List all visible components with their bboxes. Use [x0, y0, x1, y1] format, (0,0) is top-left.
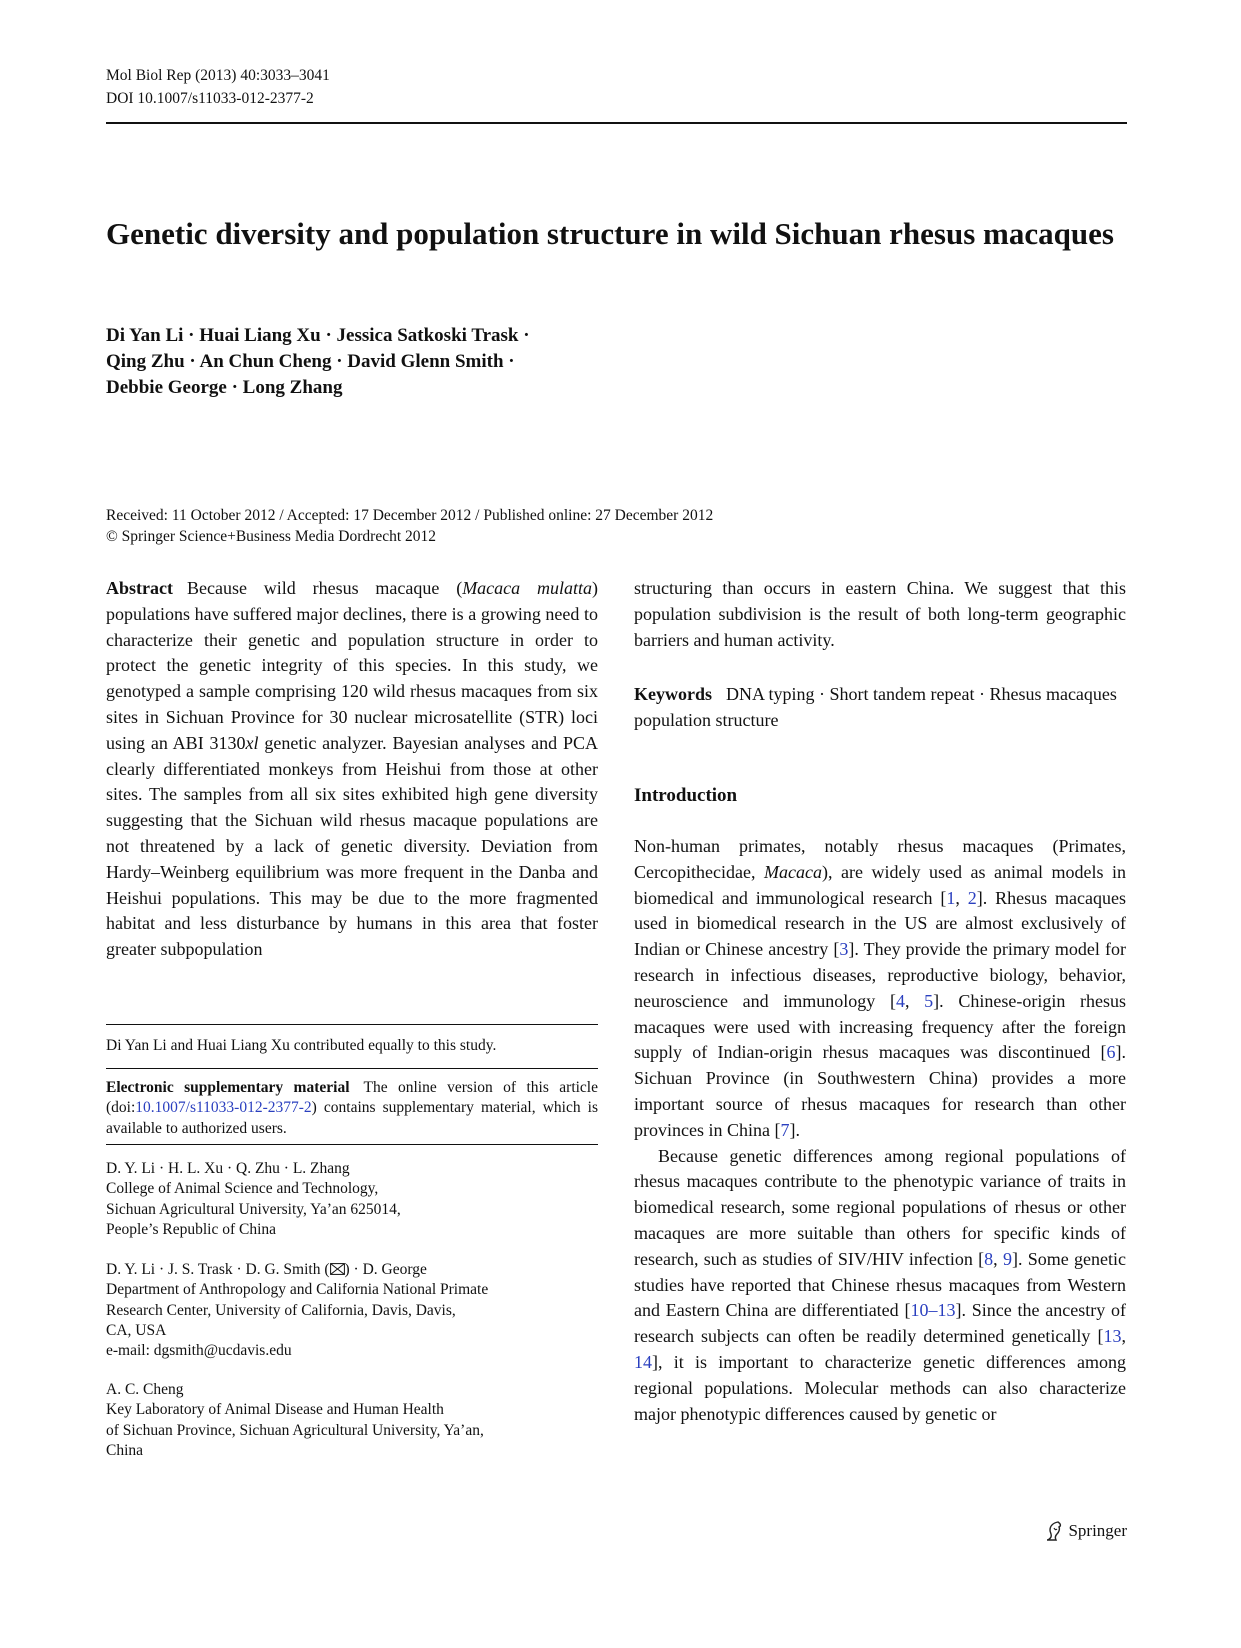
keywords-list: DNA typing · Short tandem repeat · Rhesus macaques population structure [634, 684, 1117, 730]
author-line: Qing Zhu · An Chun Cheng · David Glenn Smith · [106, 351, 515, 372]
intro-span: Non-human primates, notably rhesus macaques (Primates, Cercopithecidae, [634, 836, 1126, 882]
springer-horse-icon [1044, 1520, 1064, 1542]
affiliation-line: of Sichuan Province, Sichuan Agricultural University, Ya’an, [106, 1421, 484, 1439]
intro-span: ]. Rhesus macaques used in biomedical research in the US are almost exclusively of Indian or Chinese ancestry [ [634, 887, 1127, 960]
affiliation-names: D. Y. Li · H. L. Xu · Q. Zhu · L. Zhang [106, 1160, 350, 1177]
keywords-text [634, 682, 1126, 734]
affiliation-line: People’s Republic of China [106, 1220, 277, 1238]
supplementary-note [106, 1078, 598, 1139]
intro-paragraph-2: Because genetic differences among regional populations of rhesus macaques contribute to the phenotypic variance of traits in biomedical research, some regional populations of rhesus or other macaques are more suitable than others for specific kinds of research, such as studies of SIV/HIV infection [8, 9]. Some genetic studies have reported that Chinese rhesus macaques from Western and Eastern China are differentiated [10–13]. Since the ancestry of research subjects can often be readily determined genetically [13, 14], it is important to characterize genetic differences among regional populations. Molecular methods can also characterize major phenotypic differences caused by genetic or [634, 1145, 1127, 1424]
intro-span: ), are widely used as animal models in biomedical and immunological research [ [634, 861, 1126, 908]
abstract-span: ) populations have suffered major declines, there is a growing need to characterize their genetic and population structure in order to protect the genetic integrity of this species. In this study, we genotyped a sample comprising 120 wild rhesus macaques from six sites in Sichuan Province for 30 nuclear microsatellite (STR) loci using an ABI 3130 [106, 578, 598, 753]
author-line: Di Yan Li · Huai Liang Xu · Jessica Satkoski Trask · [106, 325, 530, 346]
introduction-body [634, 834, 1126, 1427]
publisher-name: Springer [1068, 1521, 1127, 1540]
affiliation-line: College of Animal Science and Technology, [106, 1180, 379, 1198]
ref-link[interactable]: 1 [946, 887, 956, 908]
header-rule [106, 122, 1127, 124]
analyzer-suffix: xl [245, 732, 259, 753]
keywords-label: Keywords [634, 684, 712, 704]
keywords-block [634, 682, 1126, 734]
affiliation-line: China [106, 1441, 144, 1459]
publisher-logo [1044, 1520, 1127, 1542]
affiliation-2 [106, 1260, 598, 1361]
ref-link[interactable]: 3 [839, 939, 849, 960]
intro-paragraph-1: Non-human primates, notably rhesus macaques (Primates, Cercopithecidae, Macaca), are widely used as animal models in biomedical and immunological research [1, 2]. Rhesus macaques used in biomedical research in the US are almost exclusively of Indian or Chinese ancestry [3]. They provide the primary model for research in infectious diseases, reproductive biology, behavior, neuroscience and immunology [4, 5]. Chinese-origin rhesus macaques were used with increasing frequency after the foreign supply of Indian-origin rhesus macaques was discontinued [6]. Sichuan Province (in Southwestern China) provides a more important source of rhesus macaques for research than other provinces in China [7]. [634, 836, 1127, 1140]
ref-link[interactable]: 6 [1106, 1042, 1116, 1063]
copyright-line: © Springer Science+Business Media Dordrecht 2012 [106, 528, 437, 545]
ref-link[interactable]: 13 [1103, 1326, 1122, 1347]
esm-label: Electronic supplementary material [106, 1079, 350, 1096]
intro-span: ]. Since the ancestry of research subjects can often be readily determined genetically [ [634, 1300, 1127, 1347]
ref-link[interactable]: 4 [895, 990, 905, 1011]
corresponding-email[interactable]: e-mail: dgsmith@ucdavis.edu [106, 1342, 292, 1360]
ref-link[interactable]: 9 [1002, 1248, 1012, 1269]
footnote-rule [106, 1068, 598, 1069]
footnote-rule [106, 1144, 598, 1145]
abstract-span: genetic analyzer. Bayesian analyses and PCA clearly differentiated monkeys from Heishui from those at other sites. The samples from all six sites exhibited high gene diversity suggesting that the Sichuan wild rhesus macaque populations are not threatened by a lack of genetic diversity. Deviation from Hardy–Weinberg equilibrium was more frequent in the Danba and Heishui populations. This may be due to the more fragmented habitat and less disturbance by humans in this area that foster greater subpopulation [106, 732, 598, 960]
intro-span: ]. They provide the primary model for research in infectious diseases, reproductive biology, behavior, neuroscience and immunology [ [634, 939, 1126, 1011]
abstract-continued [634, 576, 1126, 653]
article-title: Genetic diversity and population structure in wild Sichuan rhesus macaques [106, 216, 1114, 251]
equal-contribution-note: Di Yan Li and Huai Liang Xu contributed equally to this study. [106, 1037, 497, 1054]
author-line: Debbie George · Long Zhang [106, 377, 343, 398]
genus-name: Macaca [763, 861, 822, 882]
abstract-label: Abstract [106, 578, 173, 598]
affiliation-line: CA, USA [106, 1321, 167, 1339]
envelope-icon [330, 1263, 345, 1275]
affiliation-names-part: ) · D. George [344, 1261, 427, 1278]
affiliation-3 [106, 1380, 598, 1461]
abstract-text-continued: structuring than occurs in eastern China. We suggest that this population subdivision is the result of both long-term geographic barriers and human activity. [634, 578, 1126, 650]
history-dates: Received: 11 October 2012 / Accepted: 17 December 2012 / Published online: 27 December 2012 [106, 507, 714, 524]
abstract-span: Because wild rhesus macaque ( [186, 578, 463, 598]
ref-link[interactable]: 10–13 [910, 1300, 956, 1321]
affiliation-1 [106, 1159, 598, 1240]
author-list [106, 323, 530, 401]
affiliation-line: Department of Anthropology and California National Primate [106, 1281, 489, 1299]
ref-link[interactable]: 14 [634, 1351, 652, 1372]
abstract-text [106, 576, 598, 963]
affiliation-line: Sichuan Agricultural University, Ya’an 625014, [106, 1200, 401, 1218]
ref-link[interactable]: 7 [780, 1119, 790, 1140]
abstract-block [106, 576, 598, 963]
affiliation-line: Key Laboratory of Animal Disease and Human Health [106, 1401, 444, 1419]
intro-span: ], it is important to characterize genetic differences among regional populations. Molecular methods can also characterize major phenotypic differences caused by genetic or [634, 1351, 1126, 1424]
esm-text: The online version of this article (doi: [106, 1079, 598, 1117]
ref-link[interactable]: 2 [967, 887, 977, 908]
introduction-heading-block [634, 783, 1126, 809]
ref-link[interactable]: 8 [984, 1248, 994, 1269]
affiliation-names-part: D. Y. Li · J. S. Trask · D. G. Smith ( [106, 1261, 330, 1278]
affiliation-names [106, 1260, 598, 1280]
intro-span: ]. Sichuan Province (in Southwestern China) provides a more important source of rhesus macaques for research than other provinces in China [ [634, 1042, 1126, 1140]
journal-citation: Mol Biol Rep (2013) 40:3033–3041 [106, 67, 330, 84]
intro-span: ]. [789, 1119, 800, 1140]
affiliation-line: Research Center, University of California, Davis, Davis, [106, 1301, 456, 1319]
affiliation-names: A. C. Cheng [106, 1381, 184, 1398]
section-heading: Introduction [634, 785, 738, 806]
doi-line: DOI 10.1007/s11033-012-2377-2 [106, 90, 314, 107]
doi-link[interactable]: 10.1007/s11033-012-2377-2 [135, 1099, 312, 1117]
intro-span: ]. Some genetic studies have reported that Chinese rhesus macaques from Western and Eastern China are differentiated [ [634, 1248, 1127, 1321]
intro-span: Because genetic differences among regional populations of rhesus macaques contribute to the phenotypic variance of traits in biomedical research, some regional populations of rhesus or other macaques are more suitable than others for specific kinds of research, such as studies of SIV/HIV infection [ [634, 1145, 1126, 1269]
ref-link[interactable]: 5 [924, 990, 934, 1011]
article-dates [106, 505, 713, 547]
intro-span: ]. Chinese-origin rhesus macaques were used with increasing frequency after the foreign supply of Indian-origin rhesus macaques was discontinued [ [634, 990, 1127, 1063]
footnote-rule [106, 1024, 598, 1025]
species-name: Macaca mulatta [462, 578, 592, 598]
esm-text: ) contains supplementary material, which is available to authorized users. [106, 1099, 598, 1137]
